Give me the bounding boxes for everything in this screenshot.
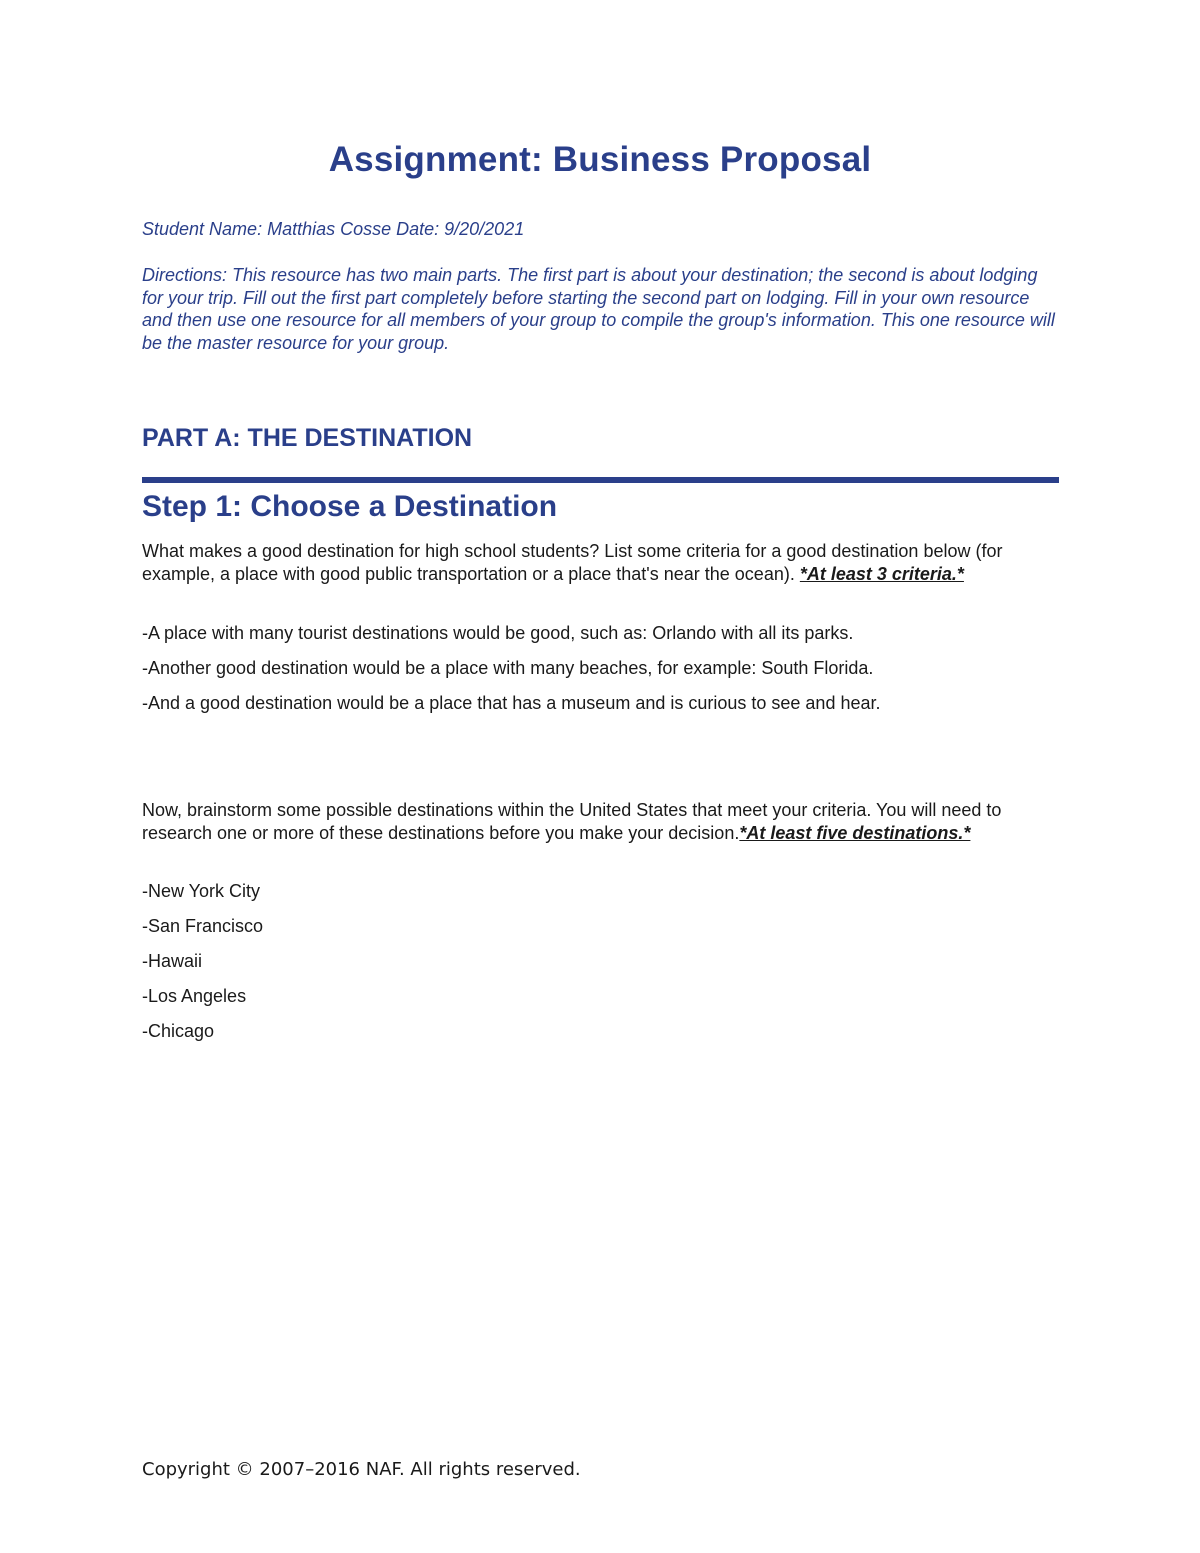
brainstorm-requirement: *At least five destinations.*	[739, 822, 971, 843]
destination-item: -Los Angeles	[142, 986, 247, 1006]
page-title: Assignment: Business Proposal	[328, 140, 872, 179]
directions-paragraph: Directions: This resource has two main parts. The first part is about your destination; the second is about lodging for your trip. Fill out the first part completely before starting the second part on lodging. Fill in your own resource and then use one resource for all members of your group to compile the group's information. This one resource will be the master resource for your group.	[142, 265, 1055, 354]
criteria-prompt-paragraph	[142, 540, 1062, 585]
destination-item: -Hawaii	[142, 951, 203, 971]
destination-item: -Chicago	[142, 1021, 215, 1041]
criteria-item: -A place with many tourist destinations would be good, such as: Orlando with all its parks.	[142, 623, 854, 643]
destination-item: -San Francisco	[142, 916, 264, 936]
step-1-heading: Step 1: Choose a Destination	[142, 490, 558, 523]
criteria-prompt-text: What makes a good destination for high school students? List some criteria for a good destination below (for example, a place with good public transportation or a place that's near the ocean).	[142, 541, 1003, 584]
student-info: Student Name: Matthias Cosse Date: 9/20/2021	[142, 219, 525, 239]
brainstorm-prompt-paragraph	[142, 799, 1062, 844]
criteria-item: -Another good destination would be a place with many beaches, for example: South Florida.	[142, 658, 874, 678]
criteria-item: -And a good destination would be a place that has a museum and is curious to see and hear.	[142, 693, 881, 713]
part-a-heading: PART A: THE DESTINATION	[142, 424, 473, 452]
criteria-requirement: *At least 3 criteria.*	[799, 563, 964, 584]
section-divider	[142, 477, 1059, 483]
copyright-footer: Copyright © 2007–2016 NAF. All rights reserved.	[142, 1459, 581, 1480]
destination-item: -New York City	[142, 881, 261, 901]
brainstorm-prompt-text: Now, brainstorm some possible destinations within the United States that meet your criteria. You will need to research one or more of these destinations before you make your decision.	[142, 800, 1002, 843]
